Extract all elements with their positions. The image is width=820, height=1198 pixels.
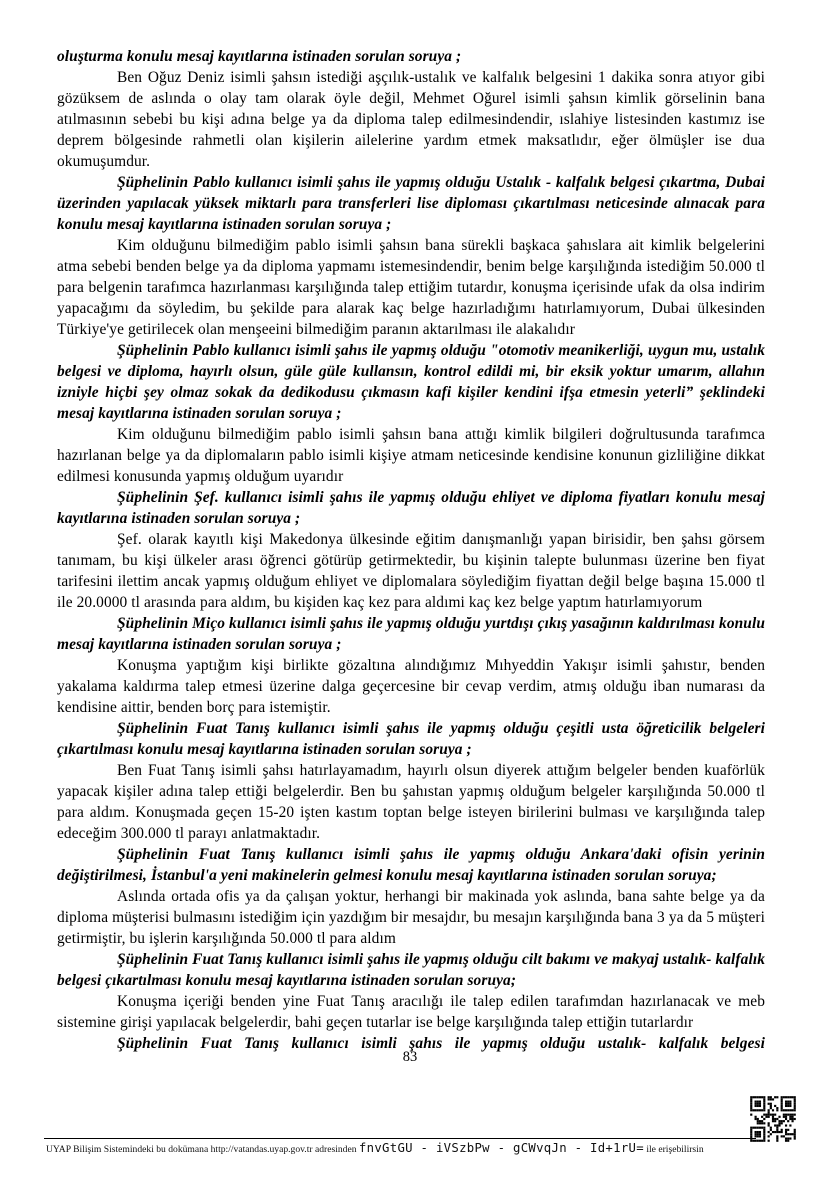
- answer-paragraph: Ben Oğuz Deniz isimli şahsın istediği aşçılık-ustalık ve kalfalık belgesini 1 dakika sonra atıyor gibi gözüksem de aslında o olay tam olarak öyle değil, Mehmet Oğurel isimli şahsın kimlik görselinin bana atılmasının sebebi bu kişi adına belge ya da diploma talep edilmesindendir, ıslahiye listesinden kastımız ise deprem bölgesinde rahmetli olan kişilerin ailelerine yardım etmek maksatlıdır, eğer ölmüşler ise dua okumuşumdur.: [57, 69, 765, 170]
- question-paragraph: Şüphelinin Miço kullanıcı isimli şahıs ile yapmış olduğu yurtdışı çıkış yasağının kaldırılması konulu mesaj kayıtlarına istinaden sorulan soruya ;: [57, 615, 765, 653]
- answer-paragraph: Ben Fuat Tanış isimli şahsı hatırlayamadım, hayırlı olsun diyerek attığım belgeler benden kuaförlük yapacak kişiler adına talep ettiği belgelerdir. Ben bu şahıstan yapmış olduğum belgeler karşılığında 50.000 tl para aldım. Konuşmada geçen 15-20 işten kastım toptan belge isteyen birilerini bulması ve karşılığında talep edeceğim 300.000 tl parayı anlatmaktadır.: [57, 762, 765, 842]
- question-paragraph: Şüphelinin Pablo kullanıcı isimli şahıs ile yapmış olduğu Ustalık - kalfalık belgesi çıkartma, Dubai üzerinden yapılacak yüksek miktarlı para transferleri lise diploması çıkartılması neticesinde alınacak para konulu mesaj kayıtlarına istinaden sorulan soruya ;: [57, 174, 765, 233]
- answer-paragraph: Şef. olarak kayıtlı kişi Makedonya ülkesinde eğitim danışmanlığı yapan birisidir, ben şahsı görsem tanımam, bu kişi ülkeler arası öğrenci götürüp getirmektedir, bu kişinin talepte bulunması üzerine ben fiyat tarifesini ilettim ancak yapmış olduğum ehliyet ve diplomalara söylediğim fiyattan değil belge başına 15.000 tl ile 20.0000 tl arasında para aldım, bu kişiden kaç kez para aldımi kaç kez belge yaptım hatırlamıyorum: [57, 531, 765, 611]
- answer-paragraph: Kim olduğunu bilmediğim pablo isimli şahsın bana sürekli başkaca şahıslara ait kimlik belgelerini atma sebebi benden belge ya da diploma yapmamı istemesindendir, benim belge karşılığında istediğim 50.000 tl para belgenin tarafımca hazırlanması karşılığında talep ettiğim tutardır, konuşma içerisinde ufak da olsa indirim yapacağımı da söyledim, bu şekilde para alarak kaç belge hazırladığımı hatırlamıyorum, Dubai ülkesinden Türkiye'ye getirilecek olan menşeeini bilmediğim paranın aktarılması ile alakalıdır: [57, 237, 765, 338]
- answer-paragraph: Konuşma yaptığım kişi birlikte gözaltına alındığımız Mıhyeddin Yakışır isimli şahıstır, benden yakalama kaldırma talep etmesi üzerine dalga geçercesine bir cevap verdim, atmış olduğu iban numarası da kendisine aittir, benden borç para istemiştir.: [57, 657, 765, 716]
- question-paragraph: oluşturma konulu mesaj kayıtlarına istinaden sorulan soruya ;: [57, 48, 462, 65]
- document-body: [57, 46, 765, 1054]
- question-paragraph: Şüphelinin Fuat Tanış kullanıcı isimli şahıs ile yapmış olduğu ustalık- kalfalık belgesi: [117, 1035, 765, 1052]
- answer-paragraph: Aslında ortada ofis ya da çalışan yoktur, herhangi bir makinada yok aslında, bana sahte belge ya da diploma müşterisi bulmasını istediğim için yazdığım bir mesajdır, bu mesajın karşılığında bana 3 ya da 5 müşteri getirmiştir, bu işlerin karşılığında 50.000 tl para aldım: [57, 888, 765, 947]
- question-paragraph: Şüphelinin Fuat Tanış kullanıcı isimli şahıs ile yapmış olduğu çeşitli usta öğreticilik belgeleri çıkartılması konulu mesaj kayıtlarına istinaden sorulan soruya ;: [57, 720, 765, 758]
- footer-access-code: fnvGtGU - iVSzbPw - gCWvqJn - Id+1rU=: [358, 1141, 644, 1155]
- answer-paragraph: Konuşma içeriği benden yine Fuat Tanış aracılığı ile talep edilen tarafımdan hazırlanacak ve meb sistemine girişi yapılacak belgelerdir, bahi geçen tutarlar ise belge karşılığında talep ettiğin tutarlardır: [57, 993, 765, 1031]
- footer-divider: [44, 1138, 756, 1139]
- answer-paragraph: Kim olduğunu bilmediğim pablo isimli şahsın bana attığı kimlik bilgileri doğrultusunda tarafımca hazırlanan belge ya da diplomaların pablo isimli kişiye atmam neticesinde kendisine konunun gizliliğine dikkat edilmesi konusunda yapmış olduğum uyarıdır: [57, 426, 765, 485]
- footer-access-note: [46, 1141, 758, 1155]
- question-paragraph: Şüphelinin Şef. kullanıcı isimli şahıs ile yapmış olduğu ehliyet ve diploma fiyatları konulu mesaj kayıtlarına istinaden sorulan soruya ;: [57, 489, 765, 527]
- qr-code: [748, 1094, 798, 1144]
- footer-suffix: ile erişebilirsin: [643, 1144, 704, 1155]
- footer-prefix: UYAP Bilişim Sistemindeki bu dokümana http://vatandas.uyap.gov.tr adresinden: [46, 1144, 359, 1155]
- question-paragraph: Şüphelinin Fuat Tanış kullanıcı isimli şahıs ile yapmış olduğu Ankara'daki ofisin yerinin değiştirilmesi, İstanbul'a yeni makinelerin gelmesi konulu mesaj kayıtlarına istinaden sorulan soruya;: [57, 846, 765, 884]
- question-paragraph: Şüphelinin Pablo kullanıcı isimli şahıs ile yapmış olduğu "otomotiv meanikerliği, uygun mu, ustalık belgesi ve diploma, hayırlı olsun, güle güle kullansın, kontrol edildi mi, bir eksik yoktur umarım, allahın izniyle hiçbi şey olmaz sokak da dedikodusu çıkmasın kafi kişiler kendini ifşa etmesin yeterli” şeklindeki mesaj kayıtlarına istinaden sorulan soruya ;: [57, 342, 765, 422]
- question-paragraph: Şüphelinin Fuat Tanış kullanıcı isimli şahıs ile yapmış olduğu cilt bakımı ve makyaj ustalık- kalfalık belgesi çıkartılması konulu mesaj kayıtlarına istinaden sorulan soruya;: [57, 951, 765, 989]
- page-number: 83: [402, 1049, 418, 1065]
